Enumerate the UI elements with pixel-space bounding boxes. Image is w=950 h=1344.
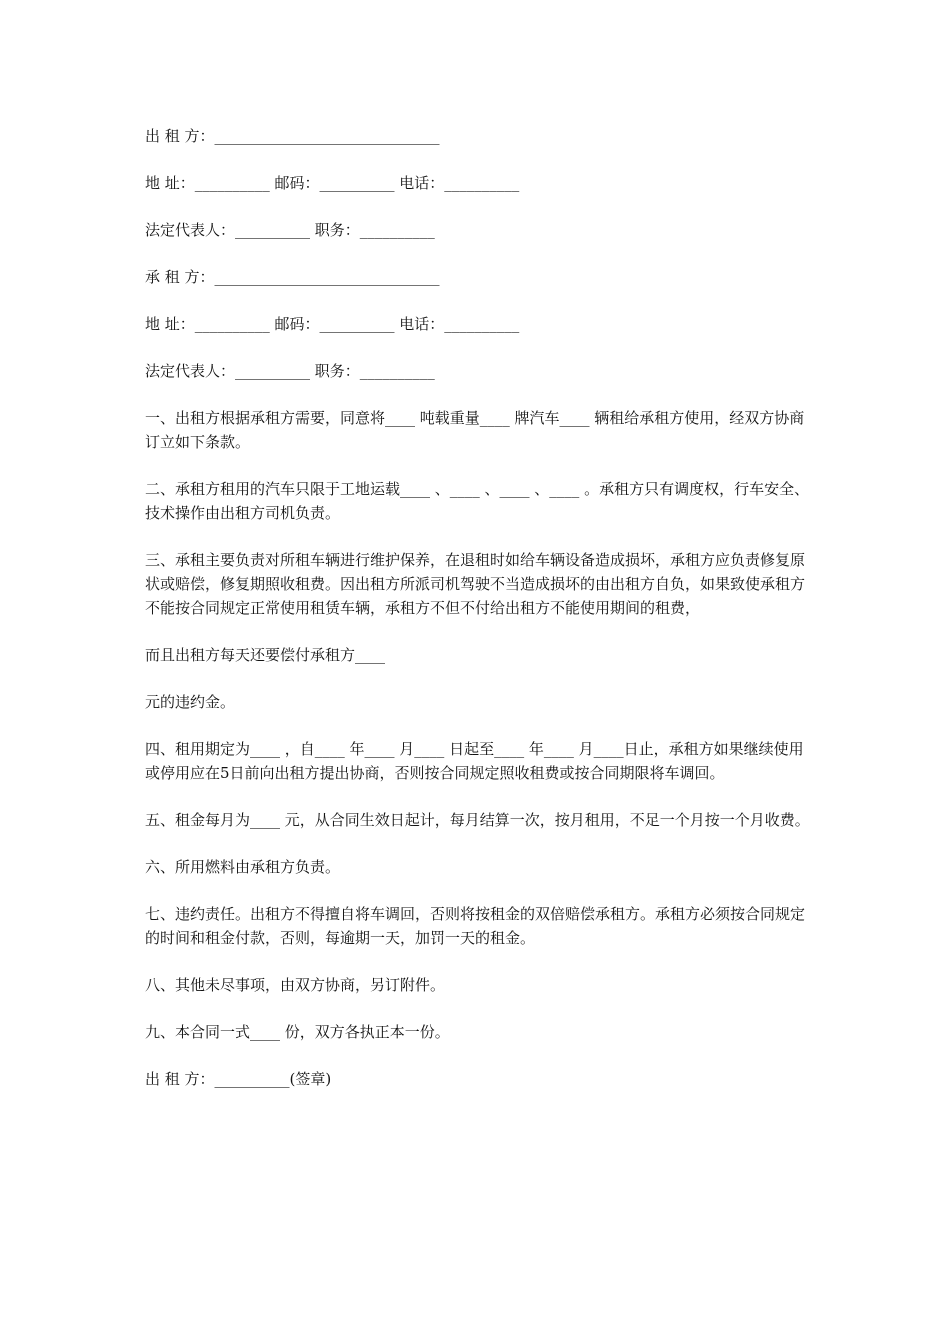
clause-3-penalty: 元的违约金。 [145,693,236,711]
lessor-signature-line: 出 租 方：__________(签章) [145,1070,332,1088]
lessee-name-line: 承 租 方：______________________________ [145,268,440,286]
clause-8: 八、其他未尽事项，由双方协商，另订附件。 [145,976,446,994]
clause-5: 五、租金每月为____ 元，从合同生效日起计，每月结算一次，按月租用，不足一个月按一个月收费。 [145,811,810,829]
lessor-representative-line: 法定代表人：__________ 职务：__________ [145,221,435,239]
clause-2: 二、承租方租用的汽车只限于工地运载____ 、____ 、____ 、____ 。承租方只有调度权，行车安全、技术操作由出租方司机负责。 [145,480,810,522]
contract-document [145,124,810,1091]
clause-4: 四、租用期定为____ ，自____ 年____ 月____ 日起至____ 年____ 月____日止，承租方如果继续使用或停用应在5日前向出租方提出协商，否则按合同规定照收租费或按合同期限将车调回。 [145,740,804,782]
clause-7: 七、违约责任。出租方不得擅自将车调回，否则将按租金的双倍赔偿承租方。承租方必须按合同规定的时间和租金付款，否则，每逾期一天，加罚一天的租金。 [145,905,806,947]
clause-9: 九、本合同一式____ 份，双方各执正本一份。 [145,1023,450,1041]
clause-3-continued: 而且出租方每天还要偿付承租方____ [145,646,386,664]
clause-1: 一、出租方根据承租方需要，同意将____ 吨载重量____ 牌汽车____ 辆租给承租方使用，经双方协商订立如下条款。 [145,409,805,451]
lessor-name-line: 出 租 方：______________________________ [145,127,440,145]
lessee-address-line: 地 址：__________ 邮码：__________ 电话：__________ [145,315,520,333]
clause-3: 三、承租主要负责对所租车辆进行维护保养，在退租时如给车辆设备造成损坏，承租方应负责修复原状或赔偿，修复期照收租费。因出租方所派司机驾驶不当造成损坏的由出租方自负，如果致使承租方不能按合同规定正常使用租赁车辆，承租方不但不付给出租方不能使用期间的租费， [145,551,806,617]
lessee-representative-line: 法定代表人：__________ 职务：__________ [145,362,435,380]
clause-6: 六、所用燃料由承租方负责。 [145,858,341,876]
lessor-address-line: 地 址：__________ 邮码：__________ 电话：__________ [145,174,520,192]
